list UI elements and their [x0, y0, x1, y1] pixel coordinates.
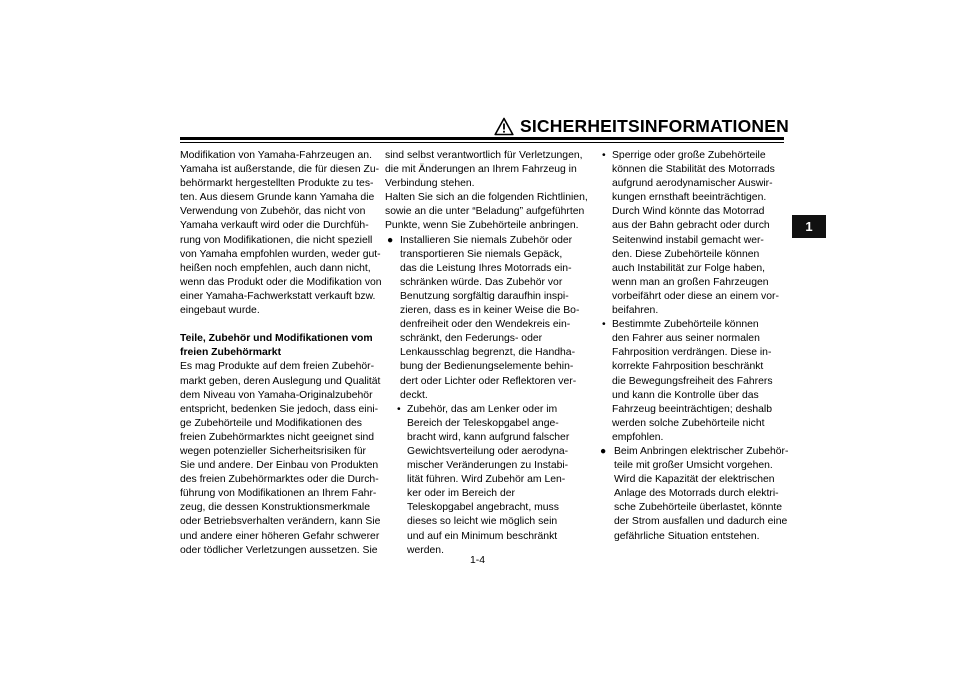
- sub-bullet-item: [600, 149, 790, 318]
- text-line: des freien Zubehörmarktes oder die Durch-: [180, 474, 379, 486]
- sub-bullet-text: [612, 149, 790, 318]
- sub-bullet-text: [612, 318, 790, 445]
- body-paragraph: [180, 360, 381, 557]
- text-line: auch Instabilität zur Folge haben,: [612, 262, 766, 274]
- text-line: freien Zubehörmarkt: [180, 347, 282, 359]
- text-line: aufgrund aerodynamischer Auswir-: [612, 178, 773, 190]
- text-line: behörmarkt hergestellten Produkte zu tes-: [180, 178, 374, 190]
- text-line: und kann die Kontrolle über das: [612, 389, 759, 401]
- intro-paragraph: [180, 149, 382, 318]
- text-line: sind selbst verantwortlich für Verletzungen,: [385, 150, 583, 161]
- text-line: oder tödlicher Verletzungen aussetzen. Sie: [180, 544, 378, 556]
- text-line: Modifikation von Yamaha-Fahrzeugen an.: [180, 150, 372, 161]
- text-line: ge Zubehörteile und Modifikationen des: [180, 417, 362, 429]
- text-line: einer Yamaha-Fachwerkstatt verkauft bzw.: [180, 290, 376, 302]
- text-line: Lenkausschlag begrenzt, die Handha-: [400, 347, 576, 359]
- text-line: zeug, die dessen Konstruktionsmerkmale: [180, 502, 371, 514]
- column-1: [180, 149, 382, 558]
- text-line: bung der Bedienungselemente behin-: [400, 361, 574, 373]
- text-line: lität führen. Wird Zubehör am Len-: [407, 474, 566, 486]
- text-line: schränkt, den Federungs- oder: [400, 333, 543, 345]
- text-line: aus der Bahn gebracht oder durch: [612, 220, 770, 232]
- text-line: beifahren.: [612, 305, 659, 317]
- text-line: und andere einer höheren Gefahr schwerer: [180, 530, 380, 542]
- text-line: Es mag Produkte auf dem freien Zubehör-: [180, 361, 375, 373]
- text-line: mischer Veränderungen zu Instabi-: [407, 460, 569, 472]
- text-line: kungen ernsthaft beeinträchtigen.: [612, 192, 767, 204]
- text-line: Yamaha ist außerstande, die für diesen Zu-: [180, 164, 380, 176]
- text-line: Gewichtsverteilung oder aerodyna-: [407, 445, 569, 457]
- text-line: dieses so leicht wie möglich sein: [407, 516, 558, 528]
- text-line: schränken würde. Das Zubehör vor: [400, 276, 563, 288]
- text-line: freien Zubehörmarktes nicht geeignet sind: [180, 431, 375, 443]
- text-line: den Fahrer aus seiner normalen: [612, 333, 760, 345]
- text-line: Verbindung stehen.: [385, 178, 475, 190]
- text-line: Bestimmte Zubehörteile können: [612, 319, 759, 331]
- text-line: wenn man an großen Fahrzeugen: [612, 276, 769, 288]
- text-line: rung von Modifikationen, die nicht speziell: [180, 234, 373, 246]
- subsection-heading: [180, 332, 376, 360]
- text-line: Fahrposition verdrängen. Diese in-: [612, 347, 772, 359]
- text-line: wegen potenzieller Sicherheitsrisiken für: [180, 445, 366, 457]
- text-line: Punkte, wenn Sie Zubehörteile anbringen.: [385, 220, 579, 232]
- text-line: das die Leistung Ihres Motorrads ein-: [400, 262, 572, 274]
- text-line: dert oder Lichter oder Reflektoren ver-: [400, 375, 577, 387]
- header-rule-thin: [180, 142, 784, 143]
- sub-bullet-marker: •: [602, 319, 606, 331]
- text-line: von Yamaha empfohlen wurden, weder gut-: [180, 248, 381, 260]
- text-line: gefährliche Situation entstehen.: [614, 530, 760, 542]
- text-line: ten. Aus diesem Grunde kann Yamaha die: [180, 192, 375, 204]
- text-line: eingebaut wurde.: [180, 305, 260, 317]
- column-2: [385, 149, 588, 558]
- text-line: Yamaha verkauft wird oder die Durchfüh-: [180, 220, 369, 232]
- text-line: werden solche Zubehörteile nicht: [612, 417, 765, 429]
- chapter-tab: 1: [792, 215, 826, 238]
- text-line: markt geben, deren Auslegung und Qualität: [180, 375, 381, 387]
- text-line: transportieren Sie niemals Gepäck,: [400, 248, 563, 260]
- text-line: bracht wird, kann aufgrund falscher: [407, 431, 570, 443]
- text-line: die mit Änderungen an Ihrem Fahrzeug in: [385, 164, 577, 176]
- sub-bullet-text: [407, 403, 581, 558]
- header-rule-thick: [180, 137, 784, 140]
- intro-paragraph: [385, 149, 588, 234]
- text-line: die Bewegungsfreiheit des Fahrers: [612, 375, 773, 387]
- text-line: Sperrige oder große Zubehörteile: [612, 150, 766, 161]
- column-3: [600, 149, 790, 544]
- text-line: Sie und andere. Der Einbau von Produkten: [180, 460, 379, 472]
- text-line: empfohlen.: [612, 431, 664, 443]
- sub-bullet-item: [600, 318, 790, 445]
- bullet-marker: ●: [387, 234, 394, 246]
- text-line: teile mit großer Umsicht vorgehen.: [614, 460, 773, 472]
- text-line: Beim Anbringen elektrischer Zubehör-: [614, 445, 789, 457]
- text-line: Zubehör, das am Lenker oder im: [407, 403, 558, 415]
- text-line: Anlage des Motorrads durch elektri-: [614, 488, 779, 500]
- text-line: Halten Sie sich an die folgenden Richtlinien,: [385, 192, 588, 204]
- text-line: und auf ein Minimum beschränkt: [407, 530, 558, 542]
- bullet-item: [385, 234, 581, 403]
- text-line: ker oder im Bereich der: [407, 488, 515, 500]
- text-line: vorbeifährt oder diese an einem vor-: [612, 290, 779, 302]
- bullet-text: [400, 234, 581, 403]
- text-line: zieren, dass es in keiner Weise die Bo-: [400, 305, 580, 317]
- text-line: Installieren Sie niemals Zubehör oder: [400, 234, 573, 246]
- sub-bullet-item: [385, 403, 581, 558]
- sub-bullet-marker: •: [602, 150, 606, 161]
- text-line: sowie an die unter “Beladung” aufgeführten: [385, 206, 585, 218]
- text-line: Fahrzeug beeinträchtigen; deshalb: [612, 403, 773, 415]
- text-line: sche Zubehörteile überlastet, könnte: [614, 502, 783, 514]
- text-line: der Strom ausfallen und dadurch eine: [614, 516, 788, 528]
- text-line: dem Niveau von Yamaha-Originalzubehör: [180, 389, 373, 401]
- text-line: Durch Wind könnte das Motorrad: [612, 206, 765, 218]
- text-line: Benutzung sorgfältig daraufhin inspi-: [400, 290, 569, 302]
- text-line: entspricht, bedenken Sie jedoch, dass eini-: [180, 403, 379, 415]
- text-line: Bereich der Teleskopgabel ange-: [407, 417, 559, 429]
- bullet-item: [600, 445, 790, 544]
- text-line: heißen noch empfehlen, auch dann nicht,: [180, 262, 371, 274]
- bullet-text: [614, 445, 790, 544]
- text-line: führung von Modifikationen an Ihrem Fahr-: [180, 488, 377, 500]
- text-line: wenn das Produkt oder die Modifikation von: [180, 276, 382, 288]
- page-number: 1-4: [470, 555, 486, 566]
- text-line: Seitenwind instabil gemacht wer-: [612, 234, 764, 246]
- text-line: den. Diese Zubehörteile können: [612, 248, 760, 260]
- section-title: SICHERHEITSINFORMATIONEN: [520, 116, 789, 136]
- text-line: Wird die Kapazität der elektrischen: [614, 474, 775, 486]
- text-line: werden.: [407, 544, 444, 556]
- text-line: korrekte Fahrposition beschränkt: [612, 361, 764, 373]
- text-line: Teleskopgabel angebracht, muss: [407, 502, 559, 514]
- text-line: Teile, Zubehör und Modifikationen vom: [180, 333, 373, 345]
- text-line: deckt.: [400, 389, 428, 401]
- text-line: können die Stabilität des Motorrads: [612, 164, 775, 176]
- sub-bullet-marker: •: [397, 403, 401, 415]
- warning-triangle-icon: [494, 117, 514, 136]
- text-line: oder Betriebsverhalten verändern, kann Sie: [180, 516, 381, 528]
- text-line: Verwendung von Zubehör, das nicht von: [180, 206, 366, 218]
- bullet-marker: ●: [600, 445, 607, 457]
- text-line: denfreiheit oder den Wendekreis ein-: [400, 319, 571, 331]
